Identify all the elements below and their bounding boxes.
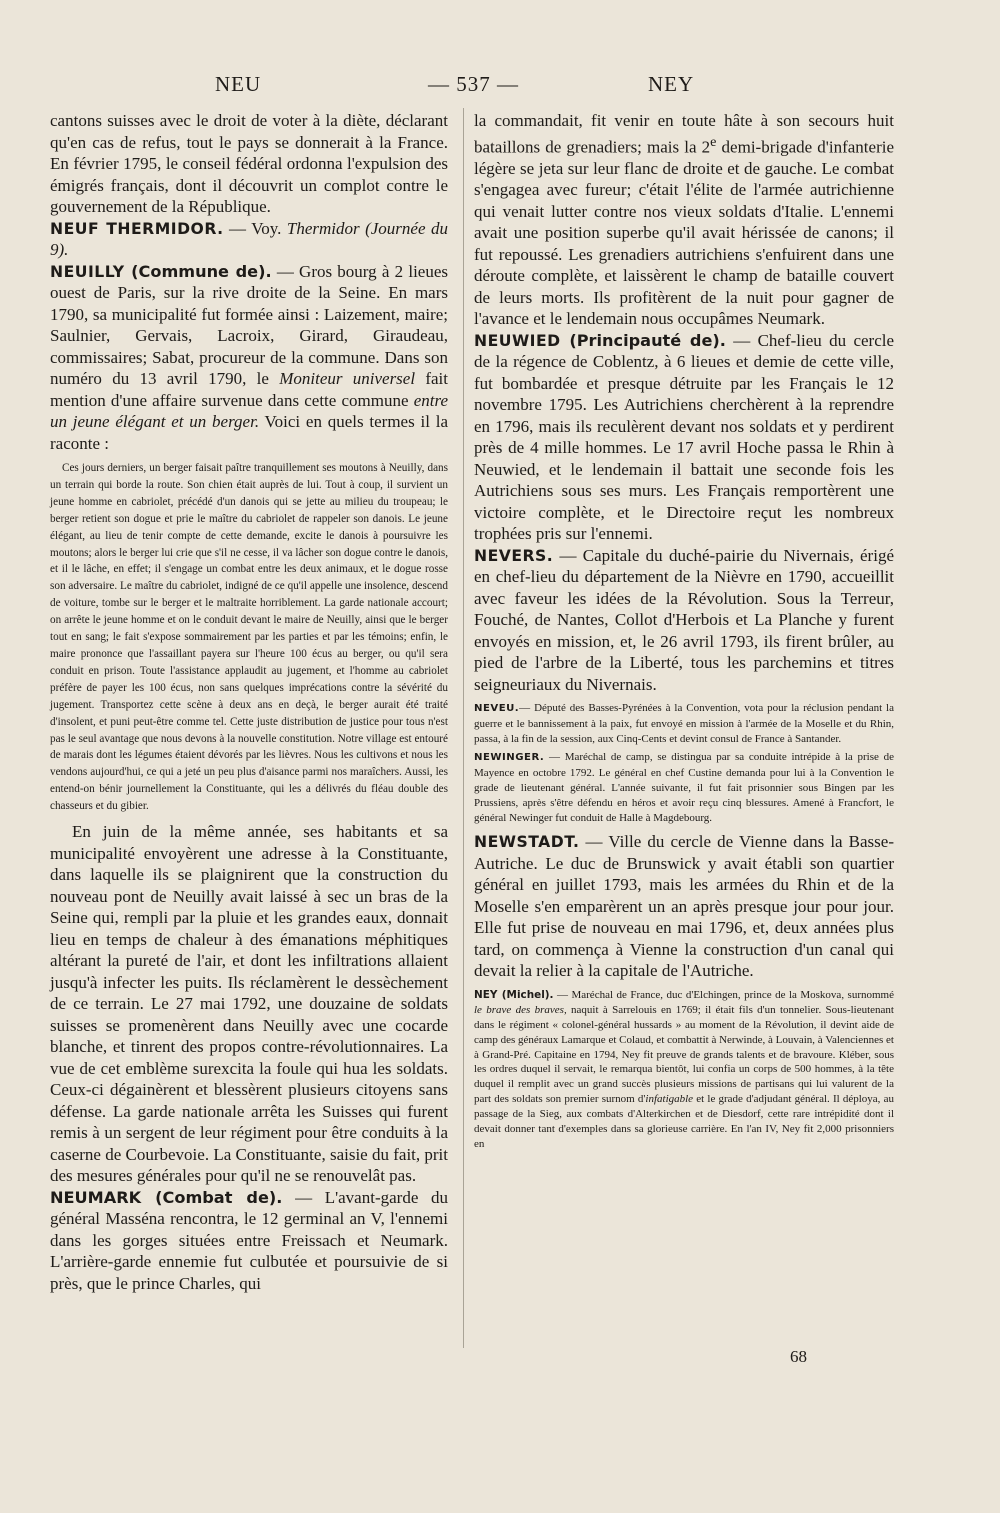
header-right: NEY: [648, 72, 695, 96]
paragraph: cantons suisses avec le droit de voter à la diète, déclarant qu'en cas de refus, tout le pays se donnerait à la France. En février 1795, le conseil fédéral ordonna l'expulsion des émigrés français, dont il découvrit un complot contre le gouvernement de la République.: [50, 111, 448, 216]
entry-neveu: NEVEU.— Député des Basses-Pyrénées à la Convention, vota pour la réclusion pendant la guerre et le bannissement à la paix, fut envoyé en mission à l'armée de la Moselle et du Rhin, passa, à la fin de la session, aux Cinq-Cents et devint consul de France à Santander.: [474, 702, 894, 745]
signature-number: 68: [790, 1347, 807, 1366]
paragraph: En juin de la même année, ses habitants et sa municipalité envoyèrent une adresse à la Constituante, dans laquelle ils se plaignirent que la construction du nouveau pont de Neuilly avait laissé à sec un bras de la Seine qui, rempli par la pluie et les grandes eaux, donnait lieu en temps de chaleur à des émanations méphitiques altérant la pureté de l'air, et dont les infiltrations allaient jusqu'à infecter les puits. Ils réclamèrent le dessèchement de ce terrain. Le 27 mai 1792, une douzaine de soldats suisses se promenèrent dans Neuilly avec une cocarde blanche, et tinrent des propos contre-révolutionnaires. La vue de cet emblème surexcita la foule qui hua les soldats. Ceux-ci dégainèrent et blessèrent plusieurs citoyens sans défense. La garde nationale arrêta les Suisses qui furent remis à un sergent de leur régiment pour être conduits à la caserne de Courbevoie. La Constituante, saisie du fait, prit des mesures générales pour qu'il ne se renouvelât pas.: [50, 822, 448, 1186]
headword: NEWINGER.: [474, 751, 545, 763]
headword: NEWSTADT.: [474, 832, 580, 852]
entry-ney: NEY (Michel). — Maréchal de France, duc d'Elchingen, prince de la Moskova, surnommé le brave des braves, naquit à Sarrelouis en 1769; il était fils d'un tonnelier. Sous-lieutenant dans le régiment « colonel-général hussards » au moment de la Révolution, il devint aide de camp des généraux Lamarque et Colaud, et combattit à Nerwinde, à Louvain, à Valenciennes et à Grand-Pré. Capitaine en 1794, Ney fit preuve de grands talents et de bravoure. Kléber, sous les ordres duquel il servait, le remarqua bientôt, lui confia un corps de 500 hommes, à la tête duquel il remplit avec un grand succès plusieurs missions de partisans qui lui valurent de la part des soldats son premier surnom d'infatigable et le grade d'adjudant général. Il déploya, au passage de la Sieg, aux combats d'Alterkirchen et de Diesdorf, cette rare intrépidité dont il devait donner tant d'exemples dans sa glorieuse carrière. En l'an IV, Ney fit 2,000 prisonniers en: [474, 988, 895, 1150]
entry-nevers: NEVERS. — Capitale du duché-pairie du Nivernais, érigé en chef-lieu du département de la Nièvre en 1790, accueillit avec faveur les idées de la Révolution. Sous la Terreur, Fouché, de Nantes, Collot d'Herbois et La Planche y furent envoyés en mission, et, le 26 avril 1793, ils firent brûler, au pied de l'arbre de la Liberté, tous les parchemins et titres seigneuriaux du Nivernais.: [474, 545, 894, 694]
paragraph: la commandait, fit venir en toute hâte à son secours huit bataillons de grenadiers; mais la 2e demi-brigade d'infanterie légère se jeta sur leur flanc de droite et de gauche. Le combat s'engagea avec fureur; c'était l'élite de l'armée autrichienne qui venait lutter contre nos vieux soldats d'Italie. L'ennemi avait une position superbe qu'il avait hérissée de canons; il fut repoussé. Les grenadiers autrichiens s'enfuirent dans une déroute complète, et laissèrent le champ de bataille couvert de leurs morts. Ils profitèrent de la nuit pour gagner de l'avance et le lendemain nous occupâmes Neumark.: [474, 111, 894, 329]
entry-neuwied: NEUWIED (Principauté de). — Chef-lieu du cercle de la régence de Coblentz, à 6 lieues et demie de cette ville, fut bombardée et presque détruite par les Français le 12 novembre 1795. Les Autrichiens cherchèrent à la reprendre en 1796, mais ils reculèrent devant nos soldats et y perdirent près de 4 mille hommes. Le 17 avril Hoche passa le Rhin à Neuwied, et le lendemain il battait une seconde fois les Autrichiens sous ses murs. Les Français remportèrent une victoire complète, et le Directoire reçut les nombreux trophées pris sur l'ennemi.: [474, 330, 895, 544]
quoted-passage: Ces jours derniers, un berger faisait paître tranquillement ses moutons à Neuilly, dans un terrain qui borde la route. Son chien était auprès de lui. Tout à coup, il survient un jeune homme en cabriolet, précédé d'un danois qui se jette au milieu du troupeau; le berger retient son dogue et prie le maître du cabriolet de rappeler son danois. Le jeune élégant, au lieu de tenir compte de cette demande, excite le danois à poursuivre les moutons; alors le berger lui crie que s'il ne cesse, il va lâcher son dogue contre le danois, et il le lâche, en effet; il s'engage un combat entre les deux animaux, et le dogue rosse son adversaire. Le maître du cabriolet, indigné de ce qu'il appelle une insolence, descend de voiture, tombe sur le berger et le maltraite horriblement. La garde nationale accourt; on arrête le jeune homme et on le conduit devant le maire de Neuilly, ainsi que le berger tout en sang; le fait s'expose sommairement par les parties et par les témoins; enfin, le maire prononce que l'assaillant payera sur l'heure 100 écus au berger, ou qu'il sera conduit en prison. Toute l'assistance applaudit au jugement, et l'homme au cabriolet préfère de payer les 100 écus, non sans quelques imprécations contre la sévérité du jugement. Transportez cette scène à deux ans en deçà, le berger aurait été traité d'insolent, et puni peut-être comme tel. Cette juste distribution de justice pour tous n'est pas le seul avantage que nous devons à la nouvelle constitution. Notre village est entouré de marais dont les légumes étaient dévorés par les lièvres. Nous les cultivons et nous les vendons aujourd'hui, ce qui a jeté un peu plus d'aisance parmi nos maraîchers. Aussi, les entend-on bénir journellement la Constituante, qui les a délivrés du fléau double des chasseurs et du gibier.: [50, 462, 448, 813]
header-left: NEU: [215, 72, 262, 96]
headword: NEVERS.: [474, 545, 554, 565]
entry-neuf-thermidor: NEUF THERMIDOR. — Voy. Thermidor (Journée du 9).: [50, 218, 448, 259]
entry-newstadt: NEWSTADT. — Ville du cercle de Vienne dans la Basse-Autriche. Le duc de Brunswick y avait établi son quartier général en juillet 1793, mais les armées du Rhin et de la Moselle s'en emparèrent un an après presque jour pour jour. Elle fut prise de nouveau en mai 1796, et, deux années plus tard, on commença à Vienne la construction d'un canal qui devait la relier à la capitale de l'Autriche.: [474, 832, 894, 981]
headword: NEUMARK (Combat de).: [50, 1187, 283, 1207]
right-column: [474, 110, 894, 1152]
entry-newinger: NEWINGER. — Maréchal de camp, se distingua par sa conduite intrépide à la prise de Mayence en octobre 1792. Le général en chef Custine demanda pour lui à la Convention le grade de lieutenant général. L'année suivante, il fut fait prisonnier sous Bingen par les Prussiens, après s'être défendu en héros et avoir reçu cinq blessures. Amené à Francfort, le général Newinger fut conduit de Halle à Magdebourg.: [474, 750, 894, 824]
headword: NEY (Michel).: [474, 988, 554, 1001]
headword: NEUF THERMIDOR.: [50, 218, 224, 238]
entry-neuilly: NEUILLY (Commune de). — Gros bourg à 2 lieues ouest de Paris, sur la rive droite de la Seine. En mars 1790, sa municipalité fut formée ainsi : Laizement, maire; Saulnier, Gervais, Lacroix, Girard, Giraudeau, commissaires; Sabat, procureur de la commune. Dans son numéro du 13 avril 1790, le Moniteur universel fait mention d'une affaire survenue dans cette commune entre un jeune élégant et un berger. Voici en quels termes il la raconte :: [50, 261, 449, 453]
column-divider: [463, 108, 464, 1348]
headword: NEUILLY: [50, 261, 125, 281]
headword: NEVEU.: [474, 703, 520, 715]
header-page-number: — 537 —: [428, 72, 519, 96]
left-column: [50, 110, 448, 1294]
running-header: [0, 72, 1000, 104]
entry-neumark: NEUMARK (Combat de). — L'avant-garde du général Masséna rencontra, le 12 germinal an V, l'ennemi dans les gorges situées entre Freissach et Neumark. L'arrière-garde ennemie fut culbutée et poursuivie de si près, que le prince Charles, qui: [50, 1187, 448, 1293]
headword: NEUWIED: [474, 330, 561, 350]
